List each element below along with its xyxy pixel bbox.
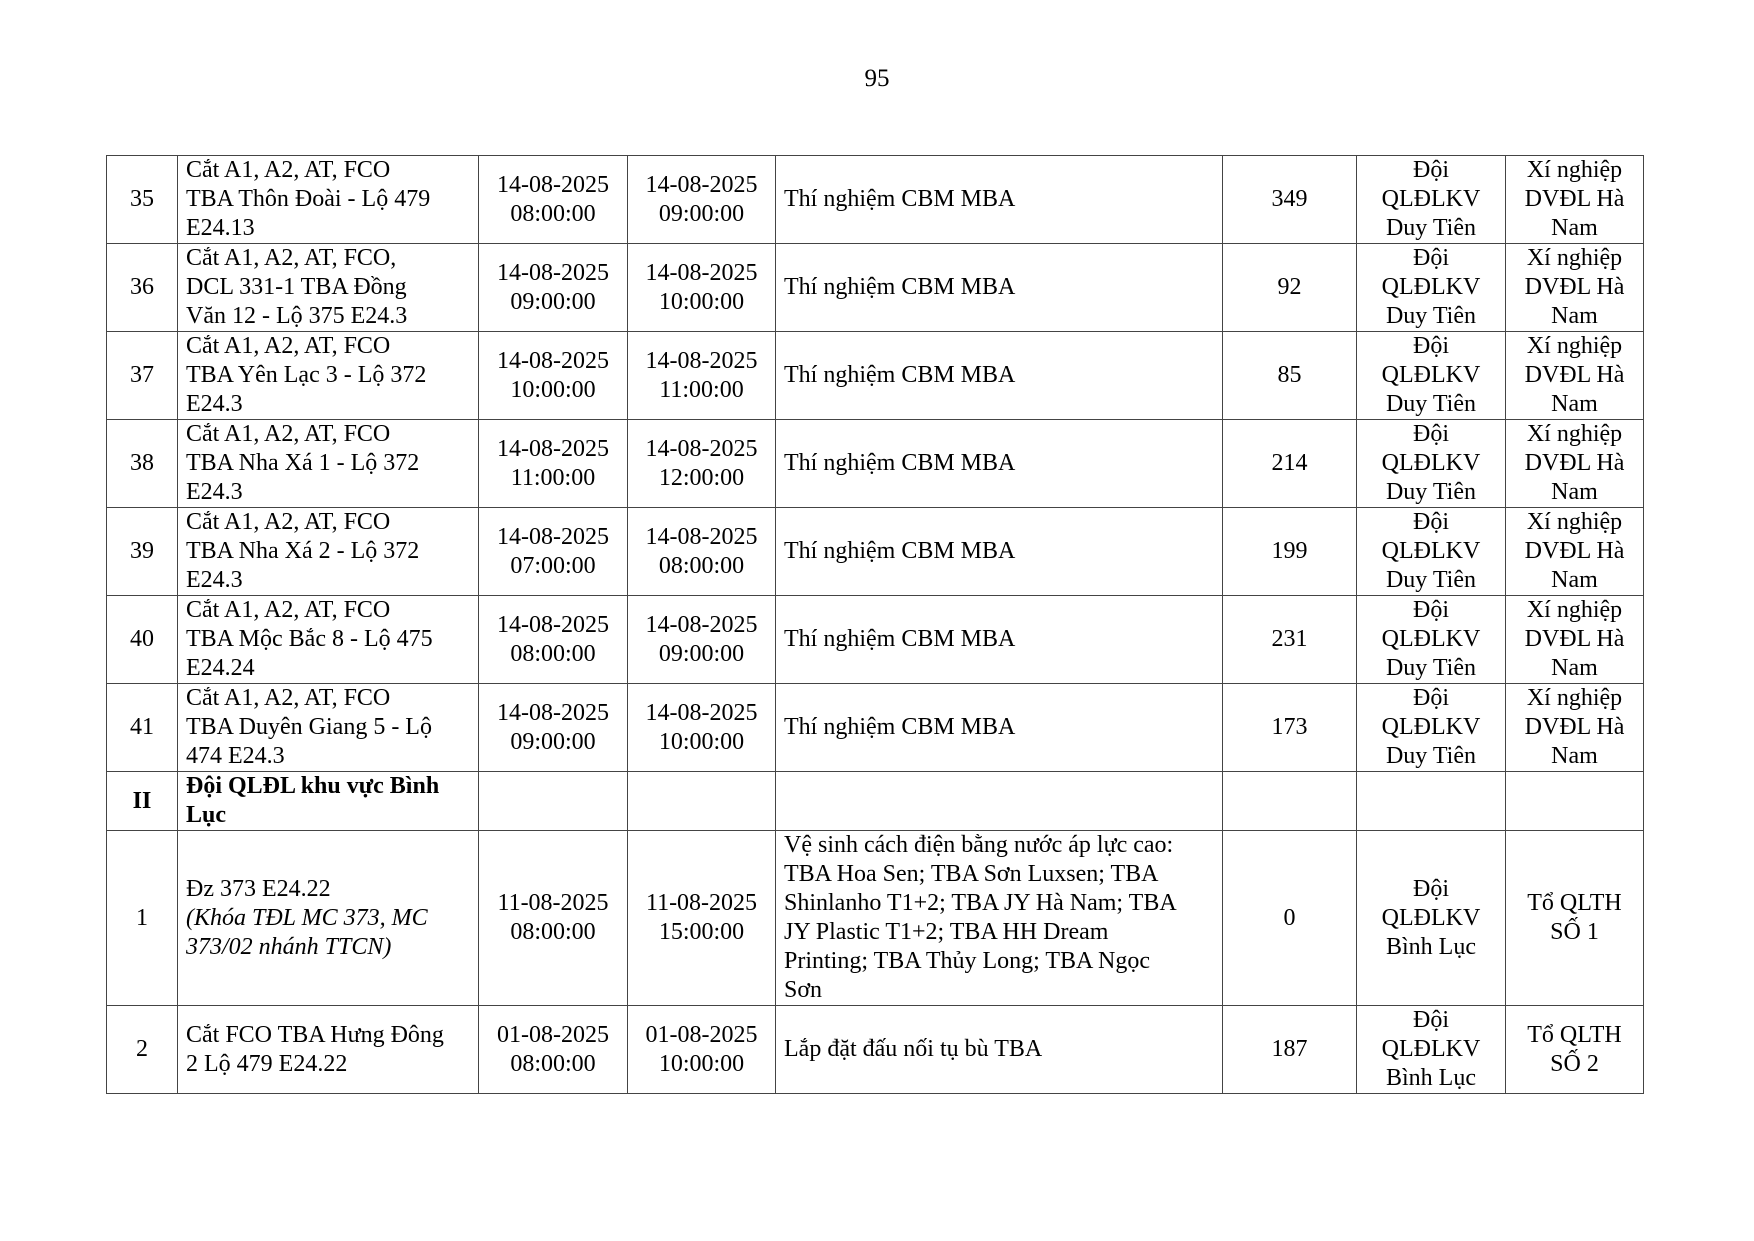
- end-date: 14-08-2025: [645, 171, 758, 198]
- end-time-cell: [628, 244, 776, 332]
- team-line: QLĐLKV: [1381, 450, 1481, 476]
- row-number: 40: [107, 596, 178, 684]
- team-line: QLĐLKV: [1381, 714, 1481, 740]
- work-item-line: E24.13: [186, 215, 255, 241]
- customer-count: 231: [1223, 596, 1357, 684]
- table-row: [107, 332, 1644, 420]
- unit-line: Xí nghiệp: [1526, 685, 1623, 711]
- section-number: II: [107, 772, 178, 831]
- row-number: 39: [107, 508, 178, 596]
- empty-cell: [628, 772, 776, 831]
- work-item-line: TBA Mộc Bắc 8 - Lộ 475: [186, 626, 433, 652]
- start-date: 14-08-2025: [497, 611, 609, 638]
- start-time: 07:00:00: [510, 552, 596, 579]
- unit-cell: [1506, 831, 1644, 1006]
- team-line: Đội: [1413, 245, 1449, 271]
- work-item-cell: [178, 831, 479, 1006]
- unit-line: Xí nghiệp: [1526, 157, 1623, 183]
- unit-cell: [1506, 684, 1644, 772]
- end-time: 10:00:00: [658, 1050, 745, 1077]
- row-number: 38: [107, 420, 178, 508]
- end-date: 14-08-2025: [645, 347, 758, 374]
- end-time: 09:00:00: [658, 640, 745, 667]
- unit-cell: [1506, 420, 1644, 508]
- end-date: 14-08-2025: [645, 611, 758, 638]
- start-time: 10:00:00: [510, 376, 596, 403]
- unit-line: Nam: [1551, 391, 1598, 417]
- start-time-cell: [479, 156, 628, 244]
- work-item-line: Cắt A1, A2, AT, FCO: [186, 421, 391, 447]
- team-line: Duy Tiên: [1385, 303, 1477, 329]
- team-line: QLĐLKV: [1381, 362, 1481, 388]
- team-cell: [1357, 1006, 1506, 1094]
- work-item-line: Cắt A1, A2, AT, FCO: [186, 509, 391, 535]
- end-time: 12:00:00: [658, 464, 745, 491]
- unit-line: Nam: [1551, 743, 1598, 769]
- start-time: 08:00:00: [510, 1050, 596, 1077]
- team-line: Đội: [1413, 157, 1449, 183]
- empty-cell: [1357, 772, 1506, 831]
- unit-line: Nam: [1551, 479, 1598, 505]
- start-time-cell: [479, 1006, 628, 1094]
- start-time: 08:00:00: [510, 919, 596, 945]
- team-line: Đội: [1413, 1007, 1449, 1033]
- team-line: Đội: [1413, 875, 1449, 902]
- team-line: Duy Tiên: [1385, 479, 1477, 505]
- start-date: 14-08-2025: [497, 259, 609, 286]
- start-date: 11-08-2025: [497, 890, 609, 916]
- work-item-line: Cắt FCO TBA Hưng Đông: [186, 1021, 444, 1048]
- end-time: 10:00:00: [658, 728, 745, 755]
- empty-cell: [1506, 772, 1644, 831]
- team-cell: [1357, 244, 1506, 332]
- unit-line: Xí nghiệp: [1526, 333, 1623, 359]
- end-time-cell: [628, 420, 776, 508]
- table-row: [107, 684, 1644, 772]
- end-time-cell: [628, 508, 776, 596]
- work-item-cell: [178, 508, 479, 596]
- work-item-line: E24.24: [186, 655, 255, 681]
- work-item-line: TBA Yên Lạc 3 - Lộ 372: [186, 362, 427, 388]
- description: Thí nghiệm CBM MBA: [776, 684, 1223, 772]
- work-item-line: E24.3: [186, 479, 243, 505]
- maintenance-schedule-table: [106, 155, 1644, 1094]
- description-line: JY Plastic T1+2; TBA HH Dream: [784, 919, 1109, 945]
- table-row: [107, 596, 1644, 684]
- end-date: 14-08-2025: [645, 435, 758, 462]
- section-row: [107, 772, 1644, 831]
- team-cell: [1357, 831, 1506, 1006]
- end-time-cell: [628, 831, 776, 1006]
- start-time-cell: [479, 596, 628, 684]
- row-number: 2: [107, 1006, 178, 1094]
- unit-cell: [1506, 332, 1644, 420]
- end-time: 15:00:00: [658, 919, 745, 945]
- unit-line: DVĐL Hà: [1524, 362, 1625, 388]
- description: Thí nghiệm CBM MBA: [776, 420, 1223, 508]
- unit-line: Nam: [1551, 215, 1598, 241]
- end-time: 10:00:00: [658, 288, 745, 315]
- start-date: 14-08-2025: [497, 523, 609, 550]
- description: Thí nghiệm CBM MBA: [776, 332, 1223, 420]
- row-number: 1: [107, 831, 178, 1006]
- start-time-cell: [479, 684, 628, 772]
- work-item-line: Cắt A1, A2, AT, FCO: [186, 597, 391, 623]
- team-cell: [1357, 420, 1506, 508]
- empty-cell: [1223, 772, 1357, 831]
- unit-line: DVĐL Hà: [1524, 186, 1625, 212]
- table-row: [107, 831, 1644, 1006]
- end-time: 11:00:00: [659, 376, 744, 403]
- work-item-cell: [178, 1006, 479, 1094]
- end-time-cell: [628, 596, 776, 684]
- unit-line: Xí nghiệp: [1526, 245, 1623, 271]
- team-line: Đội: [1413, 509, 1449, 535]
- unit-line: Tổ QLTH: [1527, 1021, 1622, 1048]
- team-line: Đội: [1413, 421, 1449, 447]
- unit-line: Xí nghiệp: [1526, 597, 1623, 623]
- table-row: [107, 508, 1644, 596]
- team-line: Duy Tiên: [1385, 743, 1477, 769]
- customer-count: 85: [1223, 332, 1357, 420]
- description: Thí nghiệm CBM MBA: [776, 156, 1223, 244]
- work-item-line: Cắt A1, A2, AT, FCO,: [186, 245, 397, 271]
- work-item-cell: [178, 420, 479, 508]
- description: Thí nghiệm CBM MBA: [776, 244, 1223, 332]
- work-item-cell: [178, 244, 479, 332]
- description-line: Sơn: [784, 977, 823, 1003]
- team-line: QLĐLKV: [1381, 904, 1481, 931]
- customer-count: 214: [1223, 420, 1357, 508]
- customer-count: 0: [1223, 831, 1357, 1006]
- work-note: 373/02 nhánh TTCN): [186, 933, 392, 960]
- unit-line: Xí nghiệp: [1526, 421, 1623, 447]
- unit-line: Xí nghiệp: [1526, 509, 1623, 535]
- start-time-cell: [479, 244, 628, 332]
- description-line: Vệ sinh cách điện bằng nước áp lực cao:: [784, 832, 1174, 858]
- end-date: 14-08-2025: [645, 259, 758, 286]
- table-row: [107, 156, 1644, 244]
- unit-cell: [1506, 596, 1644, 684]
- start-date: 14-08-2025: [497, 347, 609, 374]
- customer-count: 187: [1223, 1006, 1357, 1094]
- work-item-line: 474 E24.3: [186, 743, 285, 769]
- end-date: 11-08-2025: [645, 890, 758, 916]
- start-date: 14-08-2025: [497, 699, 609, 726]
- unit-line: DVĐL Hà: [1524, 714, 1625, 740]
- start-date: 14-08-2025: [497, 171, 609, 198]
- table-row: [107, 244, 1644, 332]
- unit-line: SỐ 2: [1550, 1050, 1599, 1077]
- description: Thí nghiệm CBM MBA: [776, 508, 1223, 596]
- work-item-line: Cắt A1, A2, AT, FCO: [186, 333, 391, 359]
- work-item-line: TBA Nha Xá 2 - Lộ 372: [186, 538, 420, 564]
- start-time: 11:00:00: [510, 464, 596, 491]
- team-cell: [1357, 684, 1506, 772]
- team-line: QLĐLKV: [1381, 274, 1481, 300]
- start-date: 14-08-2025: [497, 435, 609, 462]
- customer-count: 199: [1223, 508, 1357, 596]
- start-date: 01-08-2025: [497, 1021, 609, 1048]
- unit-line: DVĐL Hà: [1524, 274, 1625, 300]
- end-time-cell: [628, 332, 776, 420]
- end-date: 14-08-2025: [645, 699, 758, 726]
- start-time: 09:00:00: [510, 728, 596, 755]
- work-item-line: Văn 12 - Lộ 375 E24.3: [186, 303, 408, 329]
- team-line: Đội: [1413, 685, 1449, 711]
- end-time-cell: [628, 684, 776, 772]
- work-item-line: E24.3: [186, 567, 243, 593]
- end-time-cell: [628, 1006, 776, 1094]
- team-line: Đội: [1413, 597, 1449, 623]
- work-item: Đz 373 E24.22: [186, 875, 331, 902]
- work-item-cell: [178, 332, 479, 420]
- team-line: Duy Tiên: [1385, 567, 1477, 593]
- work-note: (Khóa TĐL MC 373, MC: [186, 904, 428, 931]
- unit-cell: [1506, 1006, 1644, 1094]
- empty-cell: [479, 772, 628, 831]
- description: Lắp đặt đấu nối tụ bù TBA: [776, 1006, 1223, 1094]
- team-line: Duy Tiên: [1385, 215, 1477, 241]
- start-time: 08:00:00: [510, 640, 596, 667]
- team-line: Bình Lục: [1386, 1065, 1476, 1091]
- team-line: QLĐLKV: [1381, 1036, 1481, 1062]
- work-item-line: Cắt A1, A2, AT, FCO: [186, 685, 391, 711]
- unit-line: Nam: [1551, 303, 1598, 329]
- unit-cell: [1506, 244, 1644, 332]
- row-number: 35: [107, 156, 178, 244]
- work-item-line: DCL 331-1 TBA Đồng: [186, 274, 407, 300]
- unit-line: DVĐL Hà: [1524, 450, 1625, 476]
- unit-cell: [1506, 508, 1644, 596]
- team-line: Bình Lục: [1386, 933, 1476, 960]
- work-item-cell: [178, 596, 479, 684]
- description-line: TBA Hoa Sen; TBA Sơn Luxsen; TBA: [784, 861, 1159, 887]
- team-line: Duy Tiên: [1385, 391, 1477, 417]
- table-row: [107, 1006, 1644, 1094]
- page-number: 95: [864, 65, 890, 92]
- work-item-line: TBA Duyên Giang 5 - Lộ: [186, 714, 432, 740]
- end-date: 14-08-2025: [645, 523, 758, 550]
- team-line: Duy Tiên: [1385, 655, 1477, 681]
- table-row: [107, 420, 1644, 508]
- work-item-cell: [178, 156, 479, 244]
- row-number: 37: [107, 332, 178, 420]
- section-title: Đội QLĐL khu vực Bình Lục: [178, 772, 479, 831]
- end-time: 08:00:00: [658, 552, 745, 579]
- unit-line: Tổ QLTH: [1527, 890, 1622, 916]
- description-cell: [776, 831, 1223, 1006]
- unit-line: DVĐL Hà: [1524, 626, 1625, 652]
- work-item-line: TBA Nha Xá 1 - Lộ 372: [186, 450, 420, 476]
- work-item-line: E24.3: [186, 391, 243, 417]
- description-line: Shinlanho T1+2; TBA JY Hà Nam; TBA: [784, 890, 1177, 916]
- end-date: 01-08-2025: [645, 1021, 758, 1048]
- work-item-line: Cắt A1, A2, AT, FCO: [186, 157, 391, 183]
- work-item-cell: [178, 684, 479, 772]
- end-time-cell: [628, 156, 776, 244]
- empty-cell: [776, 772, 1223, 831]
- work-item-line: TBA Thôn Đoài - Lộ 479: [186, 186, 431, 212]
- unit-line: SỐ 1: [1550, 919, 1599, 945]
- start-time-cell: [479, 831, 628, 1006]
- start-time: 09:00:00: [510, 288, 596, 315]
- customer-count: 173: [1223, 684, 1357, 772]
- team-line: Đội: [1413, 333, 1449, 359]
- unit-line: Nam: [1551, 655, 1598, 681]
- team-cell: [1357, 596, 1506, 684]
- start-time-cell: [479, 508, 628, 596]
- work-item-line: 2 Lộ 479 E24.22: [186, 1050, 348, 1077]
- start-time: 08:00:00: [510, 200, 596, 227]
- customer-count: 92: [1223, 244, 1357, 332]
- unit-line: DVĐL Hà: [1524, 538, 1625, 564]
- description-line: Printing; TBA Thủy Long; TBA Ngọc: [784, 948, 1151, 974]
- start-time-cell: [479, 420, 628, 508]
- team-line: QLĐLKV: [1381, 626, 1481, 652]
- unit-cell: [1506, 156, 1644, 244]
- team-cell: [1357, 508, 1506, 596]
- team-cell: [1357, 332, 1506, 420]
- row-number: 41: [107, 684, 178, 772]
- end-time: 09:00:00: [658, 200, 745, 227]
- row-number: 36: [107, 244, 178, 332]
- customer-count: 349: [1223, 156, 1357, 244]
- team-line: QLĐLKV: [1381, 538, 1481, 564]
- team-line: QLĐLKV: [1381, 186, 1481, 212]
- start-time-cell: [479, 332, 628, 420]
- description: Thí nghiệm CBM MBA: [776, 596, 1223, 684]
- unit-line: Nam: [1551, 567, 1598, 593]
- team-cell: [1357, 156, 1506, 244]
